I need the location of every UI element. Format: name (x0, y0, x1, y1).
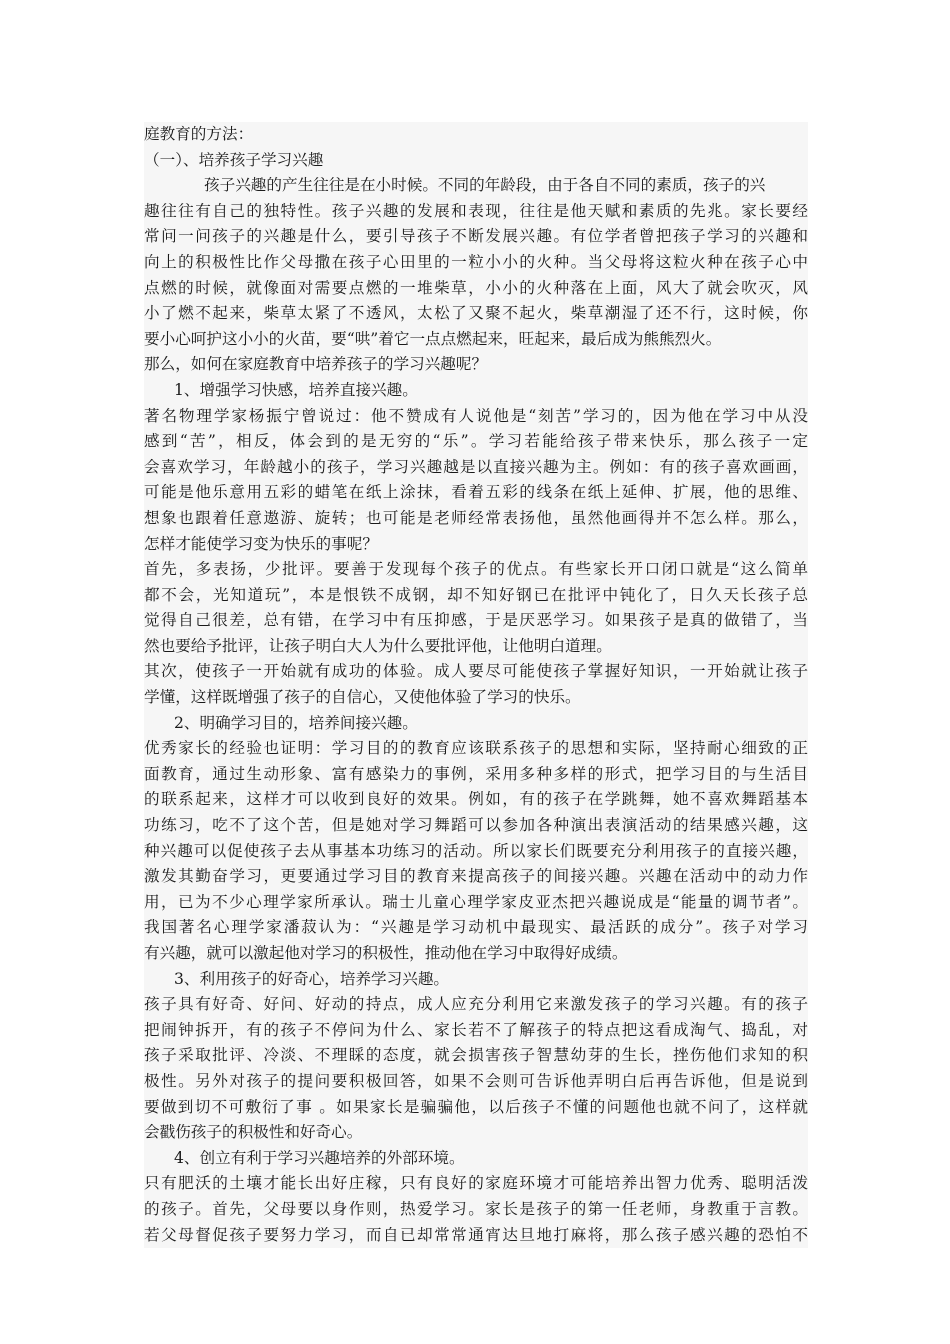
text-line: 有兴趣，就可以激起他对学习的积极性，推动他在学习中取得好成绩。 (144, 944, 628, 962)
text-line: 趣往往有自己的独特性。孩子兴趣的发展和表现，往往是他天赋和素质的先兆。家长要经 (144, 201, 808, 220)
text-line: 向上的积极性比作父母撒在孩子心田里的一粒小小的火种。当父母将这粒火种在孩子心中 (144, 252, 808, 271)
text-line: 把闹钟拆开，有的孩子不停问为什么、家长若不了解孩子的特点把这看成淘气、捣乱，对 (144, 1020, 808, 1039)
text-line: 若父母督促孩子要努力学习，而自已却常常通宵达旦地打麻将，那么孩子感兴趣的恐怕不 (144, 1225, 808, 1244)
document-text-block (144, 122, 808, 1248)
text-line: 首先，多表扬，少批评。要善于发现每个孩子的优点。有些家长开口闭口就是“这么简单 (144, 560, 808, 579)
text-line: 的联系起来，这样才可以收到良好的效果。例如，有的孩子在学跳舞，她不喜欢舞蹈基本 (144, 790, 808, 809)
text-line: 极性。另外对孩子的提问要积极回答，如果不会则可告诉他弄明白后再告诉他，但是说到 (144, 1071, 808, 1090)
text-line: 3、利用孩子的好奇心，培养学习兴趣。 (174, 969, 450, 988)
text-line: 种兴趣可以促使孩子去从事基本功练习的活动。所以家长们既要充分利用孩子的直接兴趣， (144, 841, 808, 860)
text-line: 孩子采取批评、冷淡、不理睬的态度，就会损害孩子智慧幼芽的生长，挫伤他们求知的积 (144, 1046, 808, 1065)
text-line: 常问一问孩子的兴趣是什么，要引导孩子不断发展兴趣。有位学者曾把孩子学习的兴趣和 (144, 227, 808, 246)
text-line: 的孩子。首先，父母要以身作则，热爱学习。家长是孩子的第一任老师，身教重于言教。 (144, 1199, 808, 1218)
text-line: 孩子具有好奇、好问、好动的持点，成人应充分利用它来激发孩子的学习兴趣。有的孩子 (144, 995, 808, 1014)
text-line: 优秀家长的经验也证明：学习目的的教育应该联系孩子的思想和实际，坚持耐心细致的正 (144, 739, 808, 758)
text-line: 小了燃不起来，柴草太紧了不透风，太松了又聚不起火，柴草潮湿了还不行，这时候，你 (144, 304, 808, 323)
text-line: 孩子兴趣的产生往往是在小时候。不同的年龄段，由于各自不同的素质，孩子的兴 (204, 176, 766, 195)
text-line: （一）、培养孩子学习兴趣 (144, 150, 324, 169)
text-line: 激发其勤奋学习，更要通过学习目的教育来提高孩子的间接兴趣。兴趣在活动中的动力作 (144, 867, 808, 886)
text-line: 1、增强学习快感，培养直接兴趣。 (174, 380, 418, 399)
text-line: 会喜欢学习，年龄越小的孩子，学习兴趣越是以直接兴趣为主。例如：有的孩子喜欢画画， (144, 457, 808, 476)
text-line: 要做到切不可敷衍了事 。如果家长是骗骗他，以后孩子不懂的问题他也就不问了，这样就 (144, 1097, 808, 1116)
text-line: 那么，如何在家庭教育中培养孩子的学习兴趣呢？ (144, 355, 488, 374)
text-line: 面教育，通过生动形象、富有感染力的事例，采用多种多样的形式，把学习目的与生活目 (144, 764, 808, 783)
text-line: 点燃的时候，就像面对需要点燃的一堆柴草，小小的火种落在上面，风大了就会吹灭，风 (144, 278, 808, 297)
text-line: 其次，使孩子一开始就有成功的体验。成人要尽可能使孩子掌握好知识，一开始就让孩子 (144, 662, 808, 681)
text-line: 庭教育的方法： (144, 125, 254, 143)
text-line: 然也要给予批评，让孩子明白大人为什么要批评他，让他明白道理。 (144, 636, 612, 655)
text-line: 2、明确学习目的，培养间接兴趣。 (174, 713, 418, 732)
text-line: 学懂，这样既增强了孩子的自信心，又使他体验了学习的快乐。 (144, 688, 581, 707)
text-line: 功练习，吃不了这个苦，但是她对学习舞蹈可以参加各种演出表演活动的结果感兴趣，这 (144, 816, 808, 835)
text-line: 著名物理学家杨振宁曾说过：他不赞成有人说他是“刻苦”学习的，因为他在学习中从没 (144, 406, 808, 425)
text-line: 怎样才能使学习变为快乐的事呢？ (144, 534, 378, 553)
text-line: 想象也跟着任意遨游、旋转；也可能是老师经常表扬他，虽然他画得并不怎么样。那么， (144, 508, 808, 527)
text-line: 感到“苦”，相反，体会到的是无穷的“乐”。学习若能给孩子带来快乐，那么孩子一定 (144, 432, 808, 451)
text-line: 4、创立有利于学习兴趣培养的外部环境。 (174, 1148, 465, 1167)
text-line: 觉得自己很差，总有错，在学习中有压抑感，于是厌恶学习。如果孩子是真的做错了，当 (144, 611, 808, 630)
text-line: 我国著名心理学家潘菽认为：“兴趣是学习动机中最现实、最活跃的成分”。孩子对学习 (144, 918, 808, 937)
text-line: 用，已为不少心理学家所承认。瑞士儿童心理学家皮亚杰把兴趣说成是“能量的调节者”。 (144, 892, 808, 911)
text-line: 都不会，光知道玩”，本是恨铁不成钢，却不知好钢已在批评中钝化了，日久天长孩子总 (144, 585, 808, 604)
text-line: 可能是他乐意用五彩的蜡笔在纸上涂抹，看着五彩的线条在纸上延伸、扩展，他的思维、 (144, 483, 808, 502)
text-line: 会戳伤孩子的积极性和好奇心。 (144, 1123, 363, 1142)
text-line: 只有肥沃的土壤才能长出好庄稼，只有良好的家庭环境才可能培养出智力优秀、聪明活泼 (144, 1174, 808, 1193)
text-line: 要小心呵护这小小的火苗，要“哄”着它一点点燃起来，旺起来，最后成为熊熊烈火。 (144, 329, 722, 348)
